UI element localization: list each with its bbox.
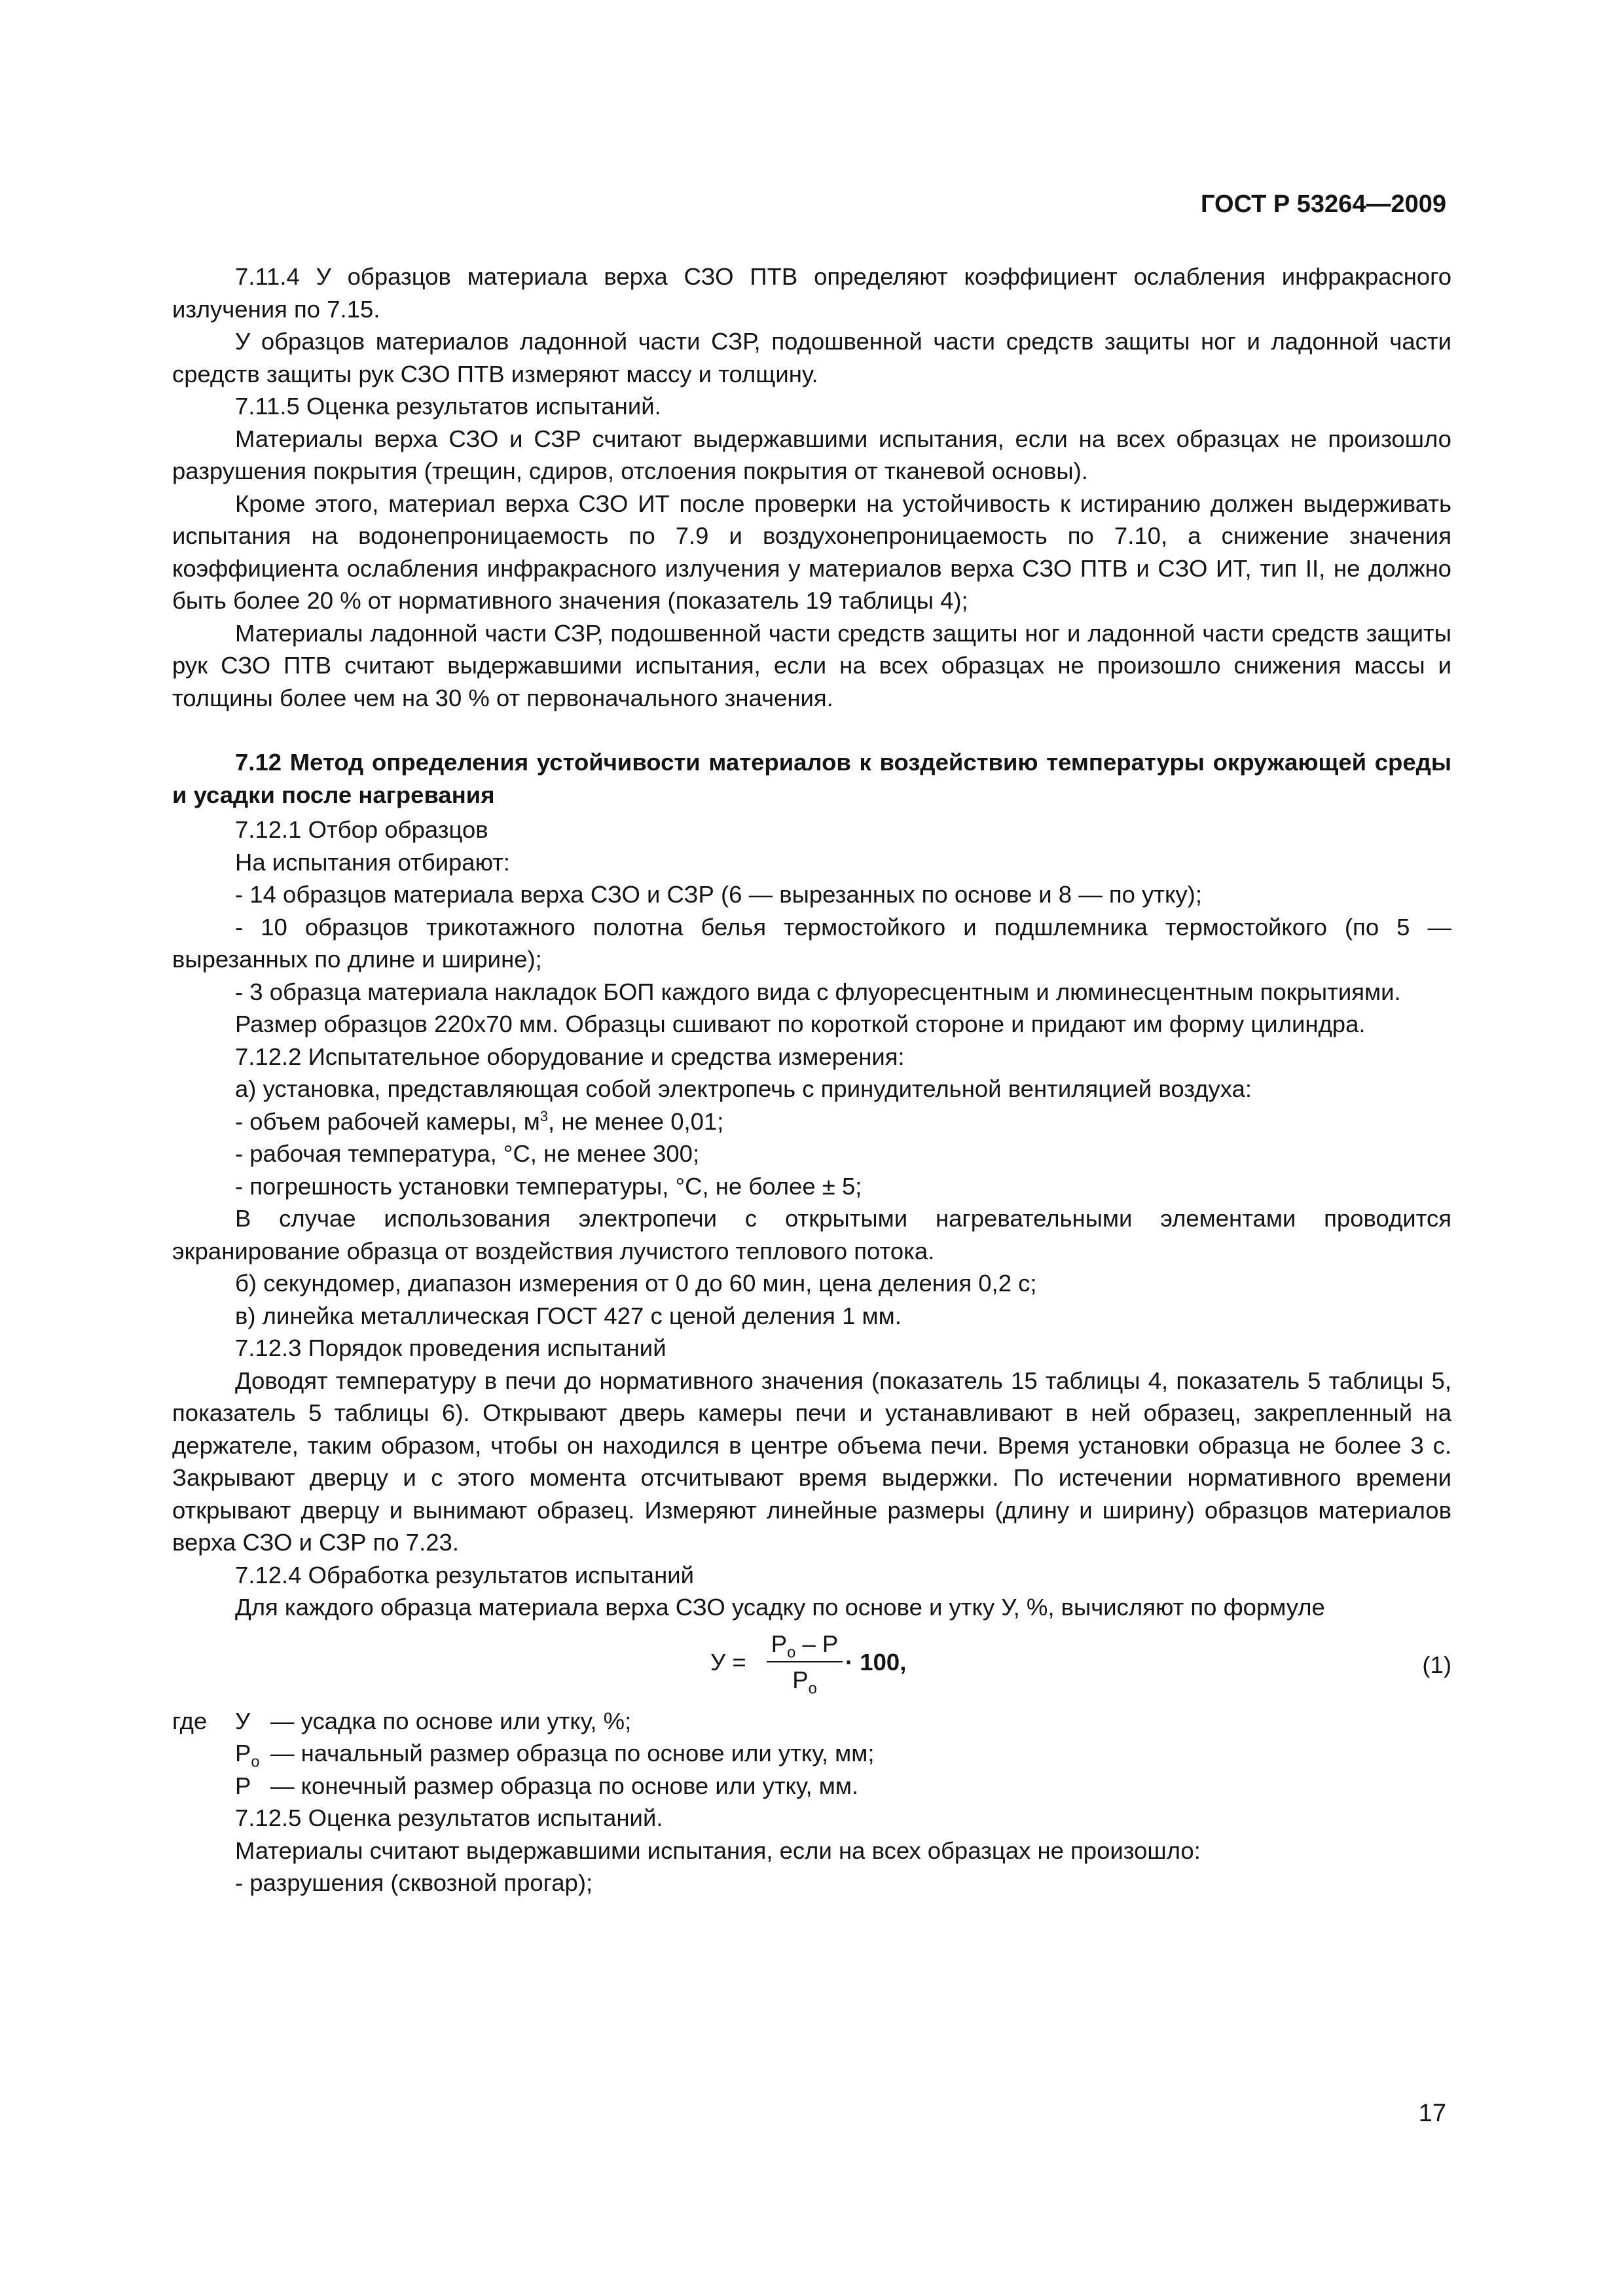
where-list xyxy=(172,1705,1451,1803)
formula-lhs: У = xyxy=(710,1648,746,1676)
list-item: - погрешность установки температуры, °С, не более ± 5; xyxy=(235,1172,862,1200)
formula-denominator: $Р_о$ xyxy=(792,1666,817,1698)
page-number: 17 xyxy=(1418,2100,1446,2127)
where-symbol: $Р_о$ xyxy=(235,1740,260,1771)
paragraph: 7.11.4 У образцов материала верха СЗО ПТВ определяют коэффициент ослабления инфракрасного излучения по 7.15. xyxy=(172,263,1451,323)
formula-block xyxy=(172,1624,1451,1705)
paragraph: Кроме этого, материал верха СЗО ИТ после проверки на устойчивость к истиранию должен выдерживать испытания на водонепроницаемость по 7.9 и воздухонепроницаемость по 7.10, а снижение значения коэффициента ослабления инфракрасного излучения у материалов верха СЗО ПТВ и СЗО ИТ, тип II, не должно быть более 20 % от нормативного значения (показатель 19 таблицы 4); xyxy=(172,490,1451,614)
paragraph: 7.12.3 Порядок проведения испытаний xyxy=(235,1335,666,1361)
list-item: в) линейка металлическая ГОСТ 427 с ценой деления 1 мм. xyxy=(235,1302,902,1329)
where-row xyxy=(172,1705,1451,1738)
paragraph: 7.12.2 Испытательное оборудование и средства измерения: xyxy=(235,1043,905,1070)
paragraph: В случае использования электропечи с открытыми нагревательными элементами проводится экранирование образца от воздействия лучистого теплового потока. xyxy=(172,1205,1451,1265)
formula-numerator: $Р_о$ – Р xyxy=(767,1628,843,1663)
paragraph: Доводят температуру в печи до нормативного значения (показатель 15 таблицы 4, показатель 5 таблицы 5, показатель 5 таблицы 6). Открывают дверь камеры печи и устанавливают в ней образец, закрепленный на держателе, таким образом, чтобы он находился в центре объема печи. Время установки образца не более 3 с. Закрывают дверцу и с этого момента отсчитывают время выдержки. По истечении нормативного времени открывают дверцу и вынимают образец. Измеряют линейные размеры (длину и ширину) образцов материалов верха СЗО и СЗР по 7.23. xyxy=(172,1367,1451,1556)
paragraph: 7.12.4 Обработка результатов испытаний xyxy=(235,1561,695,1588)
list-item: а) установка, представляющая собой электропечь с принудительной вентиляцией воздуха: xyxy=(235,1075,1252,1102)
paragraph: У образцов материалов ладонной части СЗР, подошвенной части средств защиты ног и ладонной части средств защиты рук СЗО ПТВ измеряют массу и толщину. xyxy=(172,328,1451,387)
where-text: — начальный размер образца по основе или утку, мм; xyxy=(270,1740,875,1767)
list-item-volume: - объем рабочей камеры, $м^3$, не менее 0,01; xyxy=(235,1107,724,1135)
paragraph: Для каждого образца материала верха СЗО усадку по основе и утку У, %, вычисляют по формуле xyxy=(235,1594,1325,1621)
where-text: — конечный размер образца по основе или утку, мм. xyxy=(270,1772,859,1799)
document-body xyxy=(172,260,1451,1899)
formula-rhs: · 100, xyxy=(845,1648,907,1676)
list-item: б) секундомер, диапазон измерения от 0 до 60 мин, цена деления 0,2 с; xyxy=(235,1270,1037,1297)
document-number: ГОСТ Р 53264—2009 xyxy=(1201,190,1446,218)
formula-fraction xyxy=(767,1628,843,1696)
paragraph: 7.12.1 Отбор образцов xyxy=(235,816,488,843)
paragraph: Материалы верха СЗО и СЗР считают выдержавшими испытания, если на всех образцах не произошло разрушения покрытия (трещин, сдиров, отслоения покрытия от тканевой основы). xyxy=(172,425,1451,484)
list-item: - разрушения (сквозной прогар); xyxy=(235,1869,593,1896)
paragraph: Материалы ладонной части СЗР, подошвенной части средств защиты ног и ладонной части средств защиты рук СЗО ПТВ считают выдержавшими испытания, если на всех образцах не произошло снижения массы и толщины более чем на 30 % от первоначального значения. xyxy=(172,619,1451,711)
where-intro: где xyxy=(172,1707,208,1734)
where-text: — усадка по основе или утку, %; xyxy=(270,1707,632,1734)
where-symbol: У xyxy=(235,1707,251,1734)
paragraph: 7.12.5 Оценка результатов испытаний. xyxy=(235,1804,663,1831)
paragraph: Размер образцов 220х70 мм. Образцы сшивают по короткой стороне и придают им форму цилиндра. xyxy=(235,1011,1366,1037)
list-item: - 10 образцов трикотажного полотна белья термостойкого и подшлемника термостойкого (по 5 — вырезанных по длине и ширине); xyxy=(172,913,1451,973)
paragraph: Материалы считают выдержавшими испытания, если на всех образцах не произошло: xyxy=(235,1837,1201,1864)
section-heading: 7.12 Метод определения устойчивости материалов к воздействию температуры окружающей среды и усадки после нагревания xyxy=(172,749,1451,808)
list-item: - 3 образца материала накладок БОП каждого вида с флуоресцентным и люминесцентным покрытиями. xyxy=(235,978,1401,1005)
where-row xyxy=(172,1737,1451,1770)
where-row xyxy=(172,1770,1451,1803)
where-symbol: Р xyxy=(235,1772,251,1799)
list-item: - рабочая температура, °С, не менее 300; xyxy=(235,1140,700,1167)
paragraph: На испытания отбирают: xyxy=(235,848,511,876)
formula-number: (1) xyxy=(1422,1651,1451,1678)
paragraph: 7.11.5 Оценка результатов испытаний. xyxy=(235,393,661,420)
list-item: - 14 образцов материала верха СЗО и СЗР (6 — вырезанных по основе и 8 — по утку); xyxy=(235,881,1202,908)
